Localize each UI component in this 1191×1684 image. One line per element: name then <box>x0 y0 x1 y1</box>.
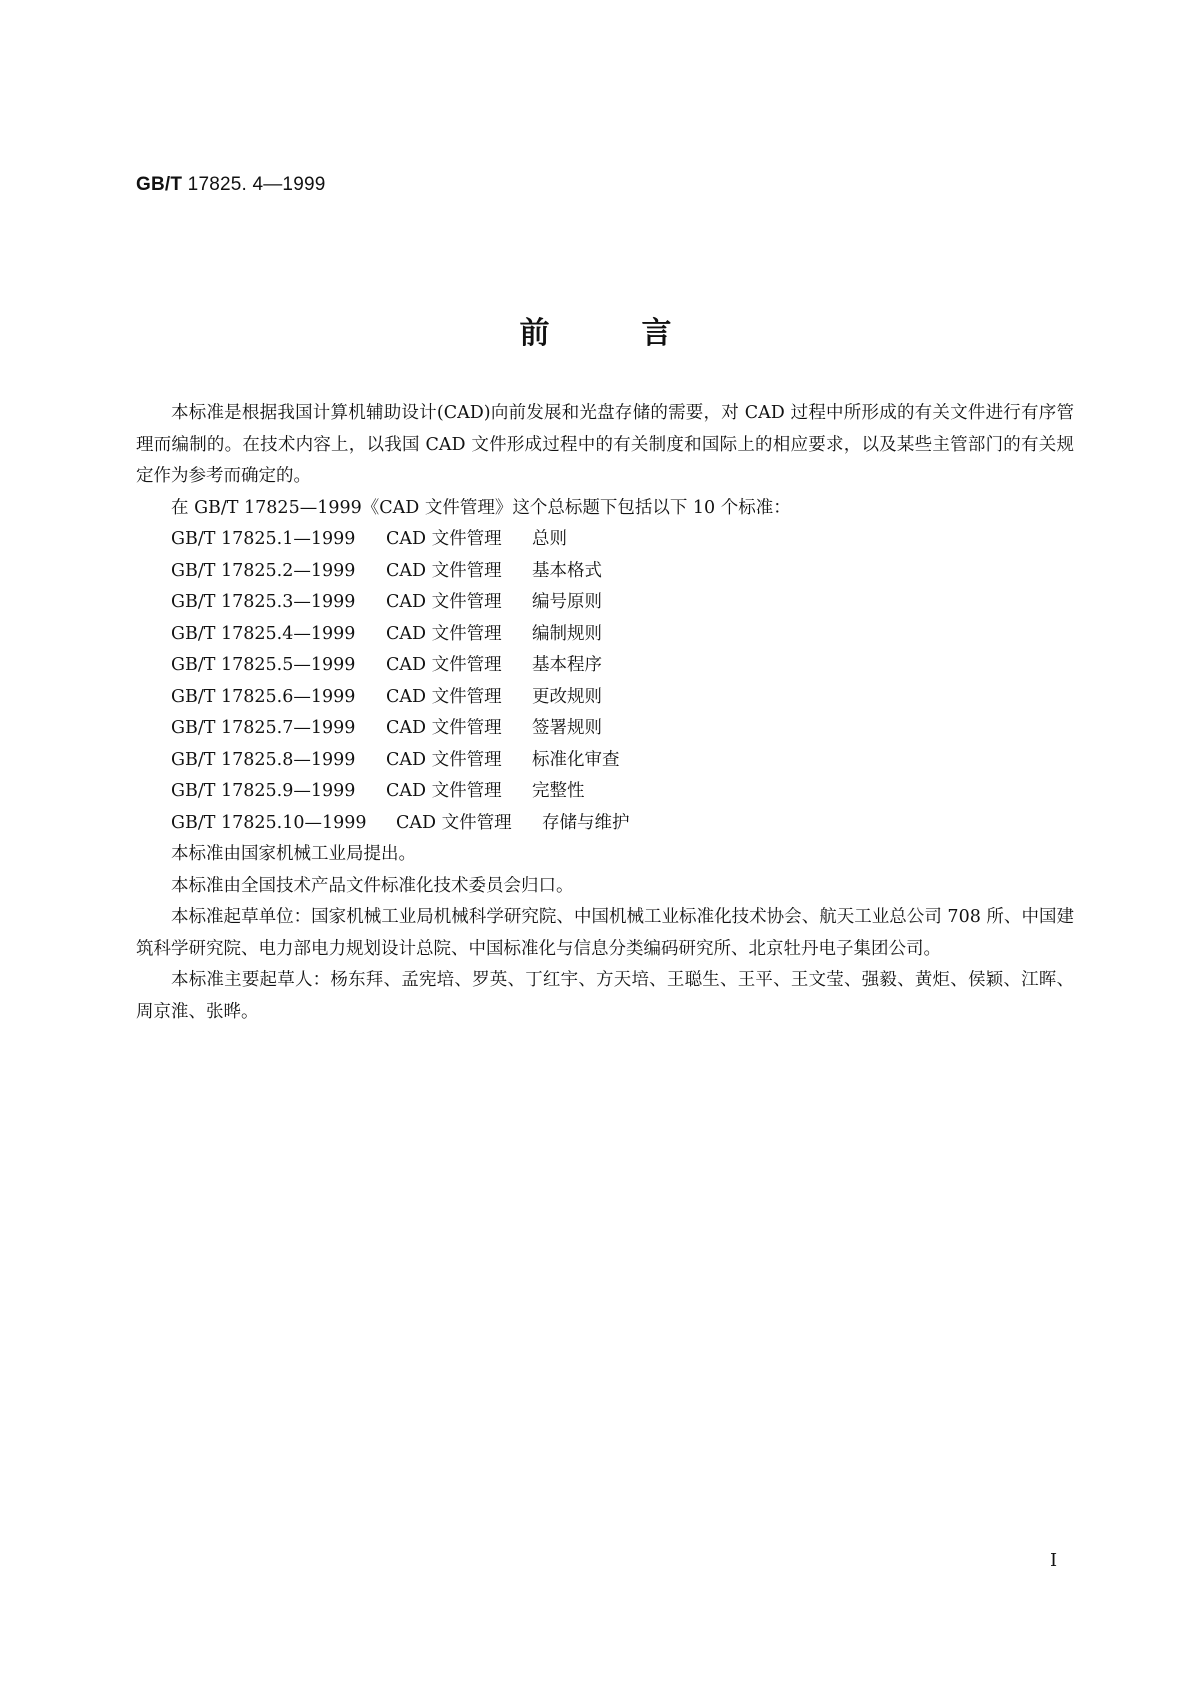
proposed-by-paragraph: 本标准由国家机械工业局提出。 <box>171 844 416 864</box>
page-title: 前言 <box>519 316 764 351</box>
standard-title: 编号原则 <box>532 592 602 612</box>
standard-prefix: CAD 文件管理 <box>386 655 502 675</box>
standard-prefix: CAD 文件管理 <box>386 749 502 770</box>
standard-title: 总则 <box>532 529 567 549</box>
standard-prefix: CAD 文件管理 <box>386 718 502 738</box>
standard-prefix: CAD 文件管理 <box>386 623 502 644</box>
standard-title: 签署规则 <box>532 718 602 738</box>
standard-title: 完整性 <box>532 781 585 801</box>
page-number: I <box>1050 1550 1058 1571</box>
list-item <box>136 650 1074 682</box>
list-item <box>136 524 1074 556</box>
standard-prefix: CAD 文件管理 <box>386 560 502 581</box>
list-item <box>136 619 1074 651</box>
standard-title: 基本程序 <box>532 655 602 675</box>
standard-title: 标准化审查 <box>532 749 620 770</box>
document-number <box>136 174 326 196</box>
standard-code: GB/T 17825.9—1999 <box>171 781 356 801</box>
standard-code: GB/T 17825.6—1999 <box>171 686 356 707</box>
standards-list <box>136 524 1074 839</box>
standard-title: 存储与维护 <box>542 812 630 833</box>
foreword-body <box>136 398 1074 1028</box>
list-item <box>136 587 1074 619</box>
standard-code: GB/T 17825.10—1999 <box>171 812 367 833</box>
standard-code: GB/T 17825.8—1999 <box>171 749 356 770</box>
standard-code: GB/T 17825.2—1999 <box>171 560 356 581</box>
standard-prefix: CAD 文件管理 <box>386 529 502 549</box>
list-item <box>136 556 1074 588</box>
standard-prefix: CAD 文件管理 <box>386 686 502 707</box>
standard-prefix: CAD 文件管理 <box>396 812 512 833</box>
standard-title: 编制规则 <box>532 623 602 644</box>
series-intro-paragraph: 在 GB/T 17825—1999《CAD 文件管理》这个总标题下包括以下 10 个标准： <box>171 497 791 518</box>
standard-prefix: CAD 文件管理 <box>386 592 502 612</box>
standard-code: GB/T 17825.3—1999 <box>171 592 356 612</box>
list-item <box>136 713 1074 745</box>
standard-code: GB/T 17825.5—1999 <box>171 655 356 675</box>
standard-code: GB/T 17825.7—1999 <box>171 718 356 738</box>
intro-paragraph: 本标准是根据我国计算机辅助设计(CAD)向前发展和光盘存储的需要，对 CAD 过程中所形成的有关文件进行有序管理而编制的。在技术内容上，以我国 CAD 文件形成过程中的有关制度和国际上的相应要求，以及某些主管部门的有关规定作为参考而确定的。 <box>136 403 1074 486</box>
list-item <box>136 808 1074 840</box>
document-number-prefix: GB/T <box>136 174 183 195</box>
drafting-units-paragraph: 本标准起草单位：国家机械工业局机械科学研究院、中国机械工业标准化技术协会、航天工业总公司 708 所、中国建筑科学研究院、电力部电力规划设计总院、中国标准化与信息分类编码研究所、北京牡丹电子集团公司。 <box>136 907 1074 959</box>
drafters-paragraph: 本标准主要起草人：杨东拜、孟宪培、罗英、丁红宇、方天培、王聪生、王平、王文莹、强毅、黄炬、侯颖、江晖、周京淮、张晔。 <box>136 970 1074 1022</box>
standard-title: 更改规则 <box>532 686 602 707</box>
document-number-value: 17825. 4—1999 <box>187 174 326 195</box>
list-item <box>136 682 1074 714</box>
standard-code: GB/T 17825.4—1999 <box>171 623 356 644</box>
standard-code: GB/T 17825.1—1999 <box>171 529 356 549</box>
standard-prefix: CAD 文件管理 <box>386 781 502 801</box>
standard-title: 基本格式 <box>532 560 602 581</box>
centralized-by-paragraph: 本标准由全国技术产品文件标准化技术委员会归口。 <box>171 875 574 896</box>
list-item <box>136 776 1074 808</box>
list-item <box>136 745 1074 777</box>
